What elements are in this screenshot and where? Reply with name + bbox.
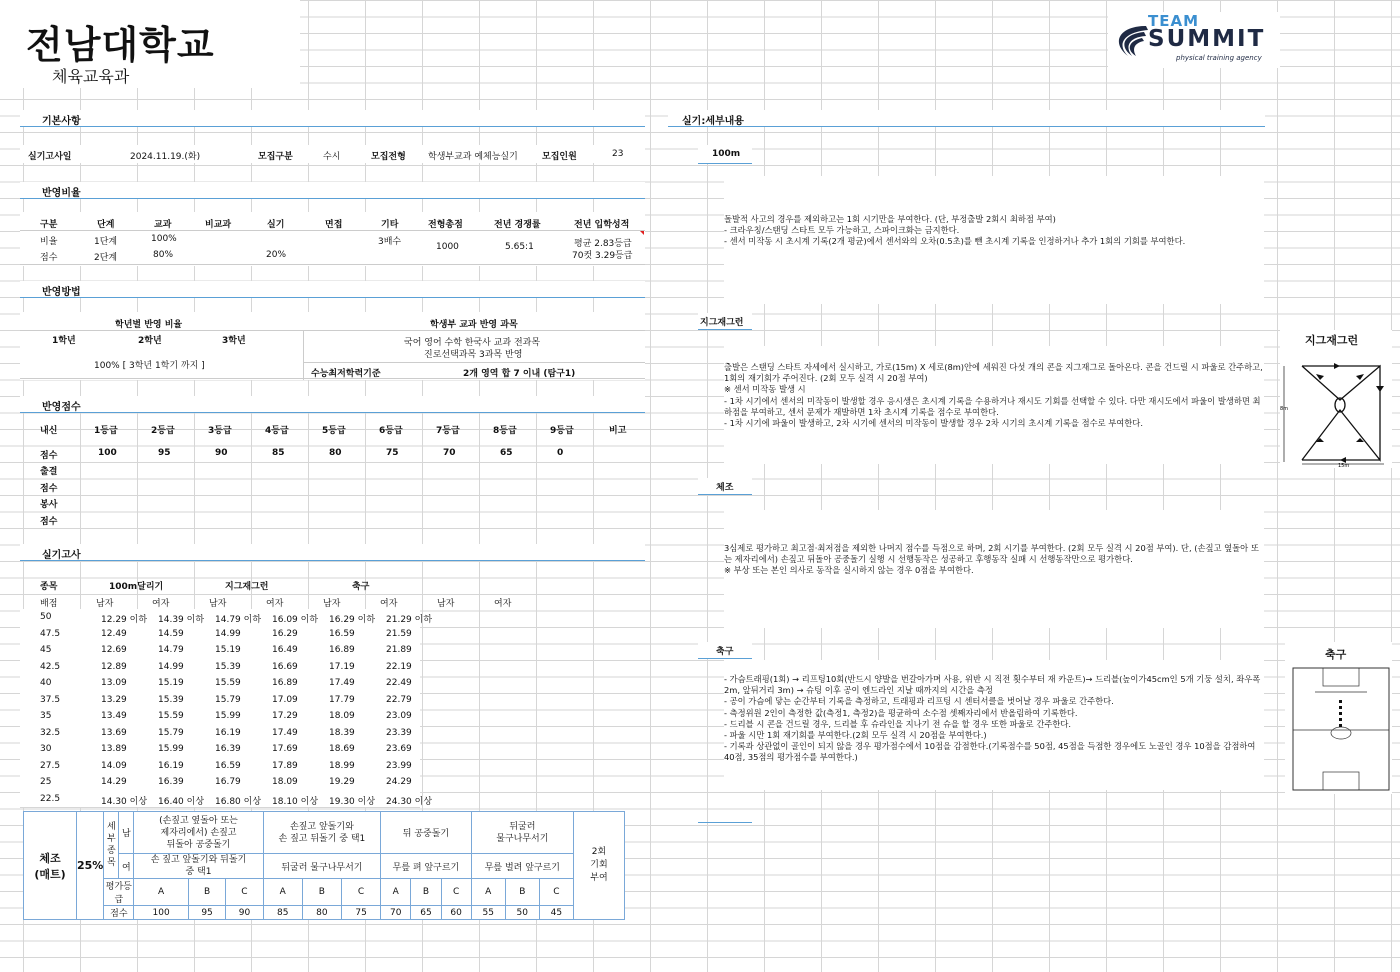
practical-cell: 14.99 xyxy=(215,628,241,639)
gym-grade-cell: B xyxy=(505,879,539,906)
practical-cell: 14.29 xyxy=(101,777,127,787)
department-title: 체육교육과 xyxy=(52,67,130,86)
ratio-h-stage: 단계 xyxy=(97,220,115,230)
score-grade-6: 6등급 xyxy=(379,426,403,436)
score-val-5: 80 xyxy=(329,448,342,458)
volunteer-label: 봉사 xyxy=(40,500,58,510)
gym-retry: 2회 기회 부여 xyxy=(574,812,625,920)
zig-dim-w: 15m xyxy=(1338,463,1350,468)
practical-cell: 15.19 xyxy=(158,678,184,688)
section-ratio xyxy=(20,182,645,199)
practical-cell: 13.29 xyxy=(101,694,127,705)
exam-date: 2024.11.19.(화) xyxy=(130,152,201,162)
gym-grade-cell: C xyxy=(539,879,573,906)
practical-points: 37.5 xyxy=(40,694,61,705)
team-summit-logo xyxy=(1108,12,1280,68)
soccer-label-box xyxy=(698,642,752,659)
gym-grade-cell: B xyxy=(302,879,341,906)
practical-cell: 17.89 xyxy=(272,760,298,771)
soccer-line-1: - 가슴트래핑(1회) → 리프팅10회(반드시 양발을 번갈아가며 사용, 위반 시 직전 횟수부터 재 카운트)→ 드리블(높이가45cm인 5개 기둥 설치, 좌우폭 2m, 앞뒤거리 3m) → 슈팅 이후 공이 엔드라인 지날 때까지의 시간을 측정 xyxy=(724,674,1261,696)
practical-cell: 18.10 이상 xyxy=(272,796,319,807)
score-val-6: 75 xyxy=(386,448,399,458)
type-label: 모집구분 xyxy=(258,152,293,162)
score-grade-3: 3등급 xyxy=(208,426,232,436)
score-score-label: 점수 xyxy=(40,451,58,461)
ratio-h-entry: 전년 입학성적 xyxy=(574,220,630,230)
gym-score-cell: 60 xyxy=(441,906,471,920)
soccer-label: 축구 xyxy=(716,647,734,657)
gym-score-cell: 50 xyxy=(505,906,539,920)
practical-cell: 24.29 xyxy=(386,777,412,787)
score-row-label: 내신 xyxy=(40,426,58,436)
gym-label: 체조 (매트) xyxy=(24,812,77,920)
zig-line-1: 출발은 스탠딩 스타트 자세에서 실시하고, 가로(15m) X 세로(8m)안에 세워진 다섯 개의 콘을 지그재그로 돌아온다. 콘을 건드릴 시 파울로 간주하고, 1회의 재기회가 주어진다. (2회 모두 실격 시 20점 부여) xyxy=(724,362,1263,384)
practical-cell: 16.89 xyxy=(272,678,298,688)
grade-3: 3학년 xyxy=(222,336,246,346)
practical-cell: 15.39 xyxy=(215,661,241,672)
h-male-4: 남자 xyxy=(437,599,455,609)
score-val-9: 0 xyxy=(557,448,564,458)
practical-points: 45 xyxy=(40,645,52,655)
gym-detail-label-box xyxy=(698,478,752,495)
attendance-score-label: 점수 xyxy=(40,484,58,494)
event-100m: 100m달리기 xyxy=(109,582,164,592)
zig-text xyxy=(724,346,1264,464)
score-grade-9: 9등급 xyxy=(550,426,574,436)
score-grade-2: 2등급 xyxy=(151,426,175,436)
gym-pct: 25% xyxy=(77,812,104,920)
ratio-h-interview: 면접 xyxy=(325,220,343,230)
score-grade-7: 7등급 xyxy=(436,426,460,436)
zigzag-course-icon xyxy=(1280,330,1392,468)
soccer-line-5: - 파울 시만 1회 재기회를 부여한다.(2회 모두 실격 시 20점을 부여한다.) xyxy=(724,730,987,741)
practical-points: 47.5 xyxy=(40,628,61,639)
h-female-4: 여자 xyxy=(494,599,512,609)
practical-cell: 18.09 xyxy=(272,777,298,787)
practical-cell: 23.39 xyxy=(386,727,412,738)
section-detail xyxy=(668,110,1265,127)
gym-grade-label: 평가등급 xyxy=(104,879,134,906)
score-note: 비고 xyxy=(609,426,627,436)
practical-cell: 15.59 xyxy=(215,678,241,688)
practical-cell: 17.79 xyxy=(329,694,355,705)
practical-cell: 15.59 xyxy=(158,711,184,721)
gym-score-cell: 95 xyxy=(188,906,225,920)
soccer-diagram xyxy=(1285,642,1392,794)
practical-cell: 24.30 이상 xyxy=(386,796,433,807)
practical-cell: 17.49 xyxy=(329,678,355,688)
section-method-title: 반영방법 xyxy=(42,287,81,298)
practical-cell: 16.59 xyxy=(215,760,241,771)
gym-score-cell: 55 xyxy=(471,906,505,920)
ratio-h-nonsubject: 비교과 xyxy=(205,220,232,230)
ratio-h-total: 전형총점 xyxy=(428,220,463,230)
practical-cell: 15.79 xyxy=(158,727,184,738)
practical-table xyxy=(20,609,433,809)
ratio-row2-subject: 80% xyxy=(153,250,174,260)
practical-points: 40 xyxy=(40,678,52,688)
gym-grade-cell: C xyxy=(441,879,471,906)
ratio-row1-label: 비율 xyxy=(40,237,58,247)
practical-cell: 13.89 xyxy=(101,744,127,754)
practical-cell: 19.30 이상 xyxy=(329,796,376,807)
university-title: 전남대학교 xyxy=(26,23,215,67)
practical-cell: 16.29 xyxy=(272,628,298,639)
run-line-1: 돌발적 사고의 경우를 제외하고는 1회 시기만을 부여한다. (단, 부정출발 2회시 최하점 부여) xyxy=(724,214,1056,224)
score-grade-8: 8등급 xyxy=(493,426,517,436)
practical-cell: 12.49 xyxy=(101,628,127,639)
soccer-line-2: - 공이 가슴에 닿는 순간부터 기록을 측정하고, 트래핑과 리프팅 시 센터서클을 벗어날 경우 파울로 간주한다. xyxy=(724,696,1114,707)
gym-score-label: 점수 xyxy=(104,906,134,920)
h-female-1: 여자 xyxy=(152,599,170,609)
subjects-label: 학생부 교과 반영 과목 xyxy=(430,320,518,330)
practical-points: 42.5 xyxy=(40,661,61,672)
practical-cell: 16.69 xyxy=(272,661,298,672)
score-grade-4: 4등급 xyxy=(265,426,289,436)
ratio-entry-avg: 평균 2.83등급 xyxy=(574,239,632,249)
practical-points: 25 xyxy=(40,777,52,787)
gym-score-cell: 75 xyxy=(341,906,380,920)
ratio-row1-etc: 3배수 xyxy=(378,237,402,247)
practical-cell: 13.09 xyxy=(101,678,127,688)
practical-cell: 22.19 xyxy=(386,661,412,672)
logo-team: TEAM xyxy=(1148,12,1200,30)
score-val-1: 100 xyxy=(98,448,117,458)
gym-table xyxy=(23,811,625,920)
practical-cell: 16.19 xyxy=(215,727,241,738)
section-detail-title: 실기:세부내용 xyxy=(682,116,744,127)
practical-cell: 16.29 이하 xyxy=(329,615,376,625)
practical-cell: 17.29 xyxy=(272,711,298,721)
gym-grade-cell: A xyxy=(134,879,189,906)
h-male-1: 남자 xyxy=(96,599,114,609)
practical-cell: 14.59 xyxy=(158,628,184,639)
zig-label-box xyxy=(698,313,752,330)
practical-cell: 16.09 이하 xyxy=(272,615,319,625)
volunteer-score-label: 점수 xyxy=(40,517,58,527)
run-text xyxy=(724,176,1264,304)
section-ratio-title: 반영비율 xyxy=(42,188,81,199)
subjects-line2: 진로선택과목 3과목 반영 xyxy=(424,350,523,360)
ratio-entry-70: 70컷 3.29등급 xyxy=(572,251,633,261)
zig-line-2: ※ 센서 미작동 발생 시 xyxy=(724,384,806,395)
gym-f1: 손 짚고 앞돌기와 뒤돌기 중 택1 xyxy=(134,854,263,879)
practical-cell: 13.69 xyxy=(101,727,127,738)
score-val-8: 65 xyxy=(500,448,513,458)
practical-cell: 17.49 xyxy=(272,727,298,738)
gym-detail-label-text: 체조 xyxy=(716,483,734,493)
practical-points: 50 xyxy=(40,612,52,622)
practical-cell: 17.69 xyxy=(272,744,298,754)
event-zigzag: 지그재그런 xyxy=(225,582,269,592)
count-value: 23 xyxy=(612,149,624,159)
score-val-4: 85 xyxy=(272,448,285,458)
practical-cell: 14.79 xyxy=(158,645,184,655)
gym-m3: 뒤 공중돌기 xyxy=(381,812,472,854)
section-practical-title: 실기고사 xyxy=(42,550,81,561)
grade-2: 2학년 xyxy=(138,336,162,346)
ratio-h-practical: 실기 xyxy=(267,220,285,230)
gym-score-cell: 65 xyxy=(411,906,441,920)
score-val-7: 70 xyxy=(443,448,456,458)
gym-grade-cell: B xyxy=(188,879,225,906)
practical-cell: 12.69 xyxy=(101,645,127,655)
soccer-line-4: - 드리블 시 콘을 건드릴 경우, 드리블 후 슈라인을 지나기 전 슈을 할 경우 또한 파울로 간주한다. xyxy=(724,718,1072,729)
ratio-competition: 5.65:1 xyxy=(505,242,534,252)
gym-score-cell: 80 xyxy=(302,906,341,920)
practical-cell: 17.19 xyxy=(329,661,355,672)
gym-male-label: 남 xyxy=(119,812,134,854)
run-label-box xyxy=(698,145,752,164)
practical-cell: 16.59 xyxy=(329,628,355,639)
practical-cell: 16.89 xyxy=(329,645,355,655)
attendance-label: 출결 xyxy=(40,467,58,477)
gym-detail-line-2: ※ 부상 또는 본인 의사로 동작을 실시하지 않는 경우 0점을 부여한다. xyxy=(724,565,974,576)
zig-diagram-title: 지그재그런 xyxy=(1305,334,1359,347)
practical-cell: 14.30 이상 xyxy=(101,796,148,807)
practical-cell: 15.79 xyxy=(215,694,241,705)
event-label: 종목 xyxy=(40,582,58,592)
logo-summit: SUMMIT xyxy=(1148,26,1266,52)
type-value: 수시 xyxy=(323,152,341,162)
practical-cell: 21.29 이하 xyxy=(386,615,433,625)
score-val-2: 95 xyxy=(158,448,171,458)
practical-cell: 17.09 xyxy=(272,694,298,705)
soccer-line-3: - 측정위원 2인이 측정한 값(측정1, 측정2)을 평균하여 소수점 셋째자리에서 반올림하여 기록한다. xyxy=(724,707,1078,718)
points-label: 배점 xyxy=(40,599,58,609)
run-line-2: - 크라우칭/스탠딩 스타트 모두 가능하고, 스파이크화는 금지한다. xyxy=(724,225,960,236)
practical-cell: 14.99 xyxy=(158,661,184,672)
practical-cell: 18.39 xyxy=(329,727,355,738)
ratio-row1-stage: 1단계 xyxy=(94,237,118,247)
ratio-row2-stage: 2단계 xyxy=(94,253,118,263)
gym-score-cell: 100 xyxy=(134,906,189,920)
ratio-h-competition: 전년 경쟁률 xyxy=(494,220,541,230)
section-score xyxy=(20,396,645,413)
gym-m2: 손짚고 앞돌기와 손 짚고 뒤돌기 중 택1 xyxy=(263,812,381,854)
gym-detail-text xyxy=(724,510,1264,628)
section-score-title: 반영점수 xyxy=(42,402,81,413)
section-practical xyxy=(20,544,645,561)
gym-grade-cell: B xyxy=(411,879,441,906)
gym-m4: 뒤굴러 물구나무서기 xyxy=(471,812,573,854)
subjects-line1: 국어 영어 수학 한국사 교과 전과목 xyxy=(404,338,541,348)
practical-cell: 16.79 xyxy=(215,777,241,787)
section-basic-title: 기본사항 xyxy=(42,116,81,127)
gym-score-cell: 90 xyxy=(226,906,263,920)
method-label: 모집전형 xyxy=(371,152,406,162)
soccer-diagram-title: 축구 xyxy=(1325,648,1347,661)
gym-f2: 뒤굴러 물구나무서기 xyxy=(263,854,381,879)
practical-cell: 14.79 이하 xyxy=(215,615,262,625)
zig-diagram xyxy=(1280,330,1392,468)
practical-cell: 14.09 xyxy=(101,760,127,771)
section-basic xyxy=(20,110,645,127)
practical-points: 22.5 xyxy=(40,793,61,804)
practical-cell: 23.09 xyxy=(386,711,412,721)
practical-cell: 16.49 xyxy=(272,645,298,655)
practical-cell: 16.19 xyxy=(158,760,184,771)
practical-cell: 18.99 xyxy=(329,760,355,771)
zig-line-3: - 1차 시기에서 센서의 미작동이 발생할 경우 응시생은 초시계 기록을 수용하거나 재시도 기회를 선택할 수 있다. 다만 재시도에서 파울이 발생하면 최하점을 부여하고, 센서 문제가 재발하면 1차 초시계 기록을 점수로 부여한다. xyxy=(724,395,1261,417)
gym-f3: 무릎 펴 앞구르기 xyxy=(381,854,472,879)
ratio-total: 1000 xyxy=(436,242,459,252)
count-label: 모집인원 xyxy=(542,152,577,162)
practical-cell: 15.19 xyxy=(215,645,241,655)
score-val-3: 90 xyxy=(215,448,228,458)
practical-cell: 15.99 xyxy=(158,744,184,754)
practical-cell: 22.49 xyxy=(386,678,412,688)
h-female-3: 여자 xyxy=(380,599,398,609)
h-male-2: 남자 xyxy=(209,599,227,609)
gym-grade-cell: C xyxy=(226,879,263,906)
grade-ratio-label: 학년별 반영 비율 xyxy=(115,320,183,330)
gym-score-cell: 45 xyxy=(539,906,573,920)
run-label: 100m xyxy=(712,149,741,159)
ratio-row2-label: 점수 xyxy=(40,253,58,263)
grade-ratio-value: 100% [ 3학년 1학기 까지 ] xyxy=(94,361,205,371)
gym-grade-cell: A xyxy=(263,879,302,906)
practical-cell: 16.80 이상 xyxy=(215,796,262,807)
practical-cell: 14.39 이하 xyxy=(158,615,205,625)
ratio-row2-practical: 20% xyxy=(266,250,287,260)
min-standard-label: 수능최저학력기준 xyxy=(311,369,381,379)
practical-cell: 16.39 xyxy=(215,744,241,754)
gym-detail-line-1: 3심제로 평가하고 최고점·최저점을 제외한 나머지 점수를 득점으로 하며, 2회 시기를 부여한다. (2회 모두 실격 시 20점 부여). 단, (손짚고 옆돌아 또는 제자리에서) 손짚고 뒤돌아 공중돌기 실행 시 선행동작은 성공하고 후행동작 실패 시 선행동작만으로 평가한다. xyxy=(724,543,1259,565)
soccer-text xyxy=(724,660,1264,790)
exam-date-label: 실기고사일 xyxy=(28,152,72,162)
practical-points: 30 xyxy=(40,744,52,754)
soccer-line-6: - 기록과 상관없이 골인이 되지 않을 경우 평가점수에서 10점을 감점한다.(기록점수를 50점, 45점을 득점한 경우에도 노골인 경우 10점을 감점하여 40점, 35점의 평가점수를 부여한다.) xyxy=(724,741,1256,763)
zig-line-4: - 1차 시기에 파울이 발생하고, 2차 시기에 센서의 미작동이 발생할 경우 2차 시기의 초시계 기록을 점수로 부여한다. xyxy=(724,418,1143,429)
gym-f4: 무릎 벌려 앞구르기 xyxy=(471,854,573,879)
practical-cell: 13.49 xyxy=(101,711,127,721)
practical-cell: 21.89 xyxy=(386,645,412,655)
gym-female-label: 여 xyxy=(119,854,134,879)
practical-cell: 15.99 xyxy=(215,711,241,721)
zig-label: 지그재그런 xyxy=(700,318,744,328)
gym-detail-label: 세 부 종 목 xyxy=(104,812,119,879)
practical-cell: 19.29 xyxy=(329,777,355,787)
practical-cell: 23.69 xyxy=(386,744,412,754)
ratio-row1-subject: 100% xyxy=(151,234,177,244)
practical-cell: 12.89 xyxy=(101,661,127,672)
min-standard-value: 2개 영역 합 7 이내 (탐구1) xyxy=(463,369,576,379)
practical-points: 35 xyxy=(40,711,52,721)
gym-score-cell: 70 xyxy=(381,906,411,920)
ratio-h-subject: 교과 xyxy=(154,220,172,230)
practical-cell: 23.99 xyxy=(386,760,412,771)
run-line-3: - 센서 미작동 시 초시계 기록(2개 평균)에서 센서와의 오차(0.5초)를 뺀 초시계 기록을 인정하거나 추가 1회의 기회를 부여한다. xyxy=(724,236,1186,247)
practical-cell: 21.59 xyxy=(386,628,412,639)
score-grade-1: 1등급 xyxy=(94,426,118,436)
h-female-2: 여자 xyxy=(266,599,284,609)
ratio-h-etc: 기타 xyxy=(381,220,399,230)
practical-cell: 15.39 xyxy=(158,694,184,705)
ratio-h-gubun: 구분 xyxy=(40,220,58,230)
zig-dim-h: 8m xyxy=(1280,406,1289,412)
grade-1: 1학년 xyxy=(52,336,76,346)
event-soccer: 축구 xyxy=(352,582,370,592)
score-grade-5: 5등급 xyxy=(322,426,346,436)
practical-cell: 16.40 이상 xyxy=(158,796,205,807)
section-method xyxy=(20,281,645,298)
practical-points: 27.5 xyxy=(40,760,61,771)
gym-score-cell: 85 xyxy=(263,906,302,920)
practical-cell: 12.29 이하 xyxy=(101,615,148,625)
gym-grade-cell: A xyxy=(381,879,411,906)
gym-grade-cell: A xyxy=(471,879,505,906)
practical-cell: 18.69 xyxy=(329,744,355,754)
method-value: 학생부교과 예체능실기 xyxy=(428,152,518,162)
soccer-field-icon xyxy=(1285,642,1392,794)
gym-m1: (손짚고 옆돌아 또는 제자리에서) 손짚고 뒤돌아 공중돌기 xyxy=(134,812,263,854)
logo-tagline: physical training agency xyxy=(1176,54,1262,62)
practical-points: 32.5 xyxy=(40,727,61,738)
practical-cell: 16.39 xyxy=(158,777,184,787)
gym-grade-cell: C xyxy=(341,879,380,906)
practical-cell: 18.09 xyxy=(329,711,355,721)
practical-cell: 22.79 xyxy=(386,694,412,705)
h-male-3: 남자 xyxy=(323,599,341,609)
